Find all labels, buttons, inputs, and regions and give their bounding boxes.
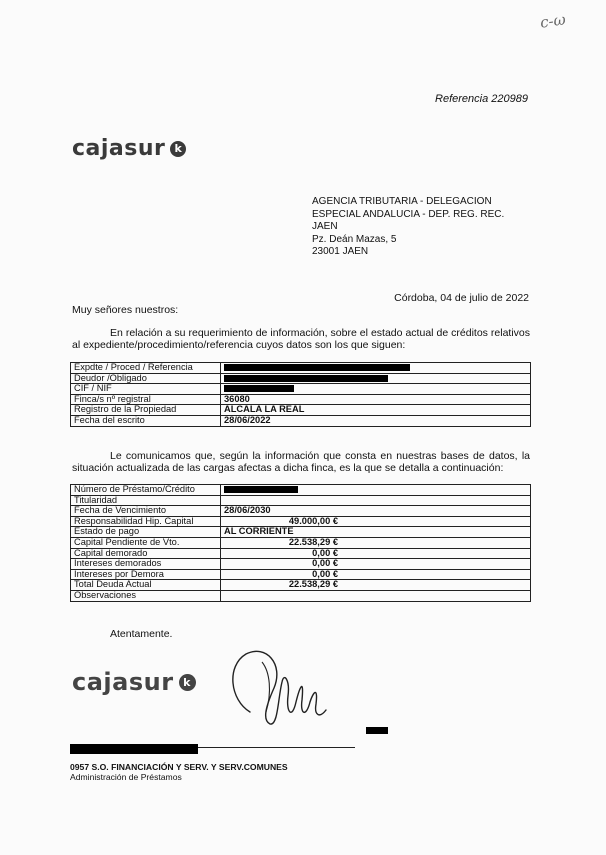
row-label: Número de Préstamo/Crédito xyxy=(71,485,221,496)
value-text: AL CORRIENTE xyxy=(224,526,294,537)
table-row xyxy=(71,373,531,384)
recipient-address xyxy=(312,196,504,259)
value-text: 0,00 € xyxy=(312,558,338,569)
value-text: 22.538,29 € xyxy=(288,579,338,590)
row-value xyxy=(221,415,531,426)
row-label: Capital demorado xyxy=(71,548,221,559)
row-label: Finca/s nº registral xyxy=(71,394,221,405)
intro-paragraph-text: En relación a su requerimiento de información, sobre el estado actual de créditos relativos al expediente/procedimiento/referencia cuyos datos son los que siguen: xyxy=(72,327,530,351)
row-label: Titularidad xyxy=(71,495,221,506)
value-text: 28/06/2030 xyxy=(224,505,271,516)
row-label: Observaciones xyxy=(71,590,221,601)
row-value xyxy=(221,516,531,527)
row-value xyxy=(221,384,531,395)
address-line: JAEN xyxy=(312,221,338,232)
redaction-bar xyxy=(224,385,294,392)
table-row xyxy=(71,405,531,416)
loan-status-table xyxy=(70,484,531,602)
row-value xyxy=(221,537,531,548)
redaction-bar xyxy=(224,375,388,382)
row-label: Responsabilidad Hip. Capital xyxy=(71,516,221,527)
value-text: ALCALA LA REAL xyxy=(224,404,305,415)
address-line: AGENCIA TRIBUTARIA - DELEGACION xyxy=(312,196,492,207)
table-row xyxy=(71,495,531,506)
table-row xyxy=(71,537,531,548)
letter-date: Córdoba, 04 de julio de 2022 xyxy=(394,292,529,304)
row-value xyxy=(221,495,531,506)
address-line: 23001 JAEN xyxy=(312,246,369,257)
row-value xyxy=(221,363,531,374)
row-label: Intereses demorados xyxy=(71,559,221,570)
row-label: Total Deuda Actual xyxy=(71,580,221,591)
stamp-k-badge-icon: k xyxy=(179,674,196,691)
row-value xyxy=(221,485,531,496)
row-value xyxy=(221,559,531,570)
row-value xyxy=(221,548,531,559)
value-text: 22.538,29 € xyxy=(288,536,338,547)
table-row xyxy=(71,527,531,538)
table-row xyxy=(71,516,531,527)
row-label: Estado de pago xyxy=(71,527,221,538)
reference-number: Referencia 220989 xyxy=(435,93,528,105)
value-text: 0,00 € xyxy=(312,547,338,558)
salutation: Muy señores nuestros: xyxy=(72,304,179,316)
handwritten-signature xyxy=(222,642,352,732)
value-text: 28/06/2022 xyxy=(224,414,271,425)
row-value xyxy=(221,580,531,591)
table-row xyxy=(71,415,531,426)
row-value xyxy=(221,394,531,405)
logo-k-badge-icon: k xyxy=(170,141,186,157)
administration-name: Administración de Préstamos xyxy=(70,772,182,782)
table-row xyxy=(71,548,531,559)
signature-stroke xyxy=(233,651,326,724)
signature-stroke-2 xyxy=(262,662,269,712)
table-row xyxy=(71,394,531,405)
table-row xyxy=(71,580,531,591)
file-details-table xyxy=(70,362,531,427)
table-row xyxy=(71,485,531,496)
redaction-bar xyxy=(224,364,410,371)
table-row xyxy=(71,384,531,395)
row-value xyxy=(221,373,531,384)
redaction-block xyxy=(366,727,388,734)
row-label: CIF / NIF xyxy=(71,384,221,395)
redaction-bar xyxy=(224,486,298,493)
cajasur-logo xyxy=(72,136,186,161)
row-value xyxy=(221,569,531,580)
department-name: 0957 S.O. FINANCIACIÓN Y SERV. Y SERV.COMUNES xyxy=(70,762,288,772)
row-label: Deudor /Obligado xyxy=(71,373,221,384)
address-line: ESPECIAL ANDALUCIA - DEP. REG. REC. xyxy=(312,208,505,220)
table-row xyxy=(71,363,531,374)
table-row xyxy=(71,559,531,570)
status-paragraph xyxy=(72,450,530,474)
row-label: Fecha de Vencimiento xyxy=(71,506,221,517)
closing: Atentamente. xyxy=(110,628,173,640)
value-text: 0,00 € xyxy=(312,568,338,579)
cajasur-stamp-logo xyxy=(72,668,196,696)
logo-text: cajasur xyxy=(72,136,166,161)
row-label: Intereses por Demora xyxy=(71,569,221,580)
row-label: Expdte / Proced / Referencia xyxy=(71,363,221,374)
row-label: Capital Pendiente de Vto. xyxy=(71,537,221,548)
row-value xyxy=(221,405,531,416)
value-text: 49.000,00 € xyxy=(288,515,338,526)
value-text: 36080 xyxy=(224,393,250,404)
row-label: Registro de la Propiedad xyxy=(71,405,221,416)
handwritten-note: c-ω xyxy=(538,10,567,32)
table-row xyxy=(71,569,531,580)
redacted-signer-name xyxy=(70,744,198,754)
row-value xyxy=(221,527,531,538)
row-value xyxy=(221,506,531,517)
table-row xyxy=(71,506,531,517)
address-line: Pz. Deán Mazas, 5 xyxy=(312,233,397,245)
status-paragraph-text: Le comunicamos que, según la información que consta en nuestras bases de datos, la situación actualizada de las cargas afectas a dicha finca, es la que se detalla a continuación: xyxy=(72,450,530,474)
row-label: Fecha del escrito xyxy=(71,415,221,426)
intro-paragraph xyxy=(72,327,530,351)
stamp-logo-text: cajasur xyxy=(72,668,174,696)
row-value xyxy=(221,590,531,601)
table-row xyxy=(71,590,531,601)
